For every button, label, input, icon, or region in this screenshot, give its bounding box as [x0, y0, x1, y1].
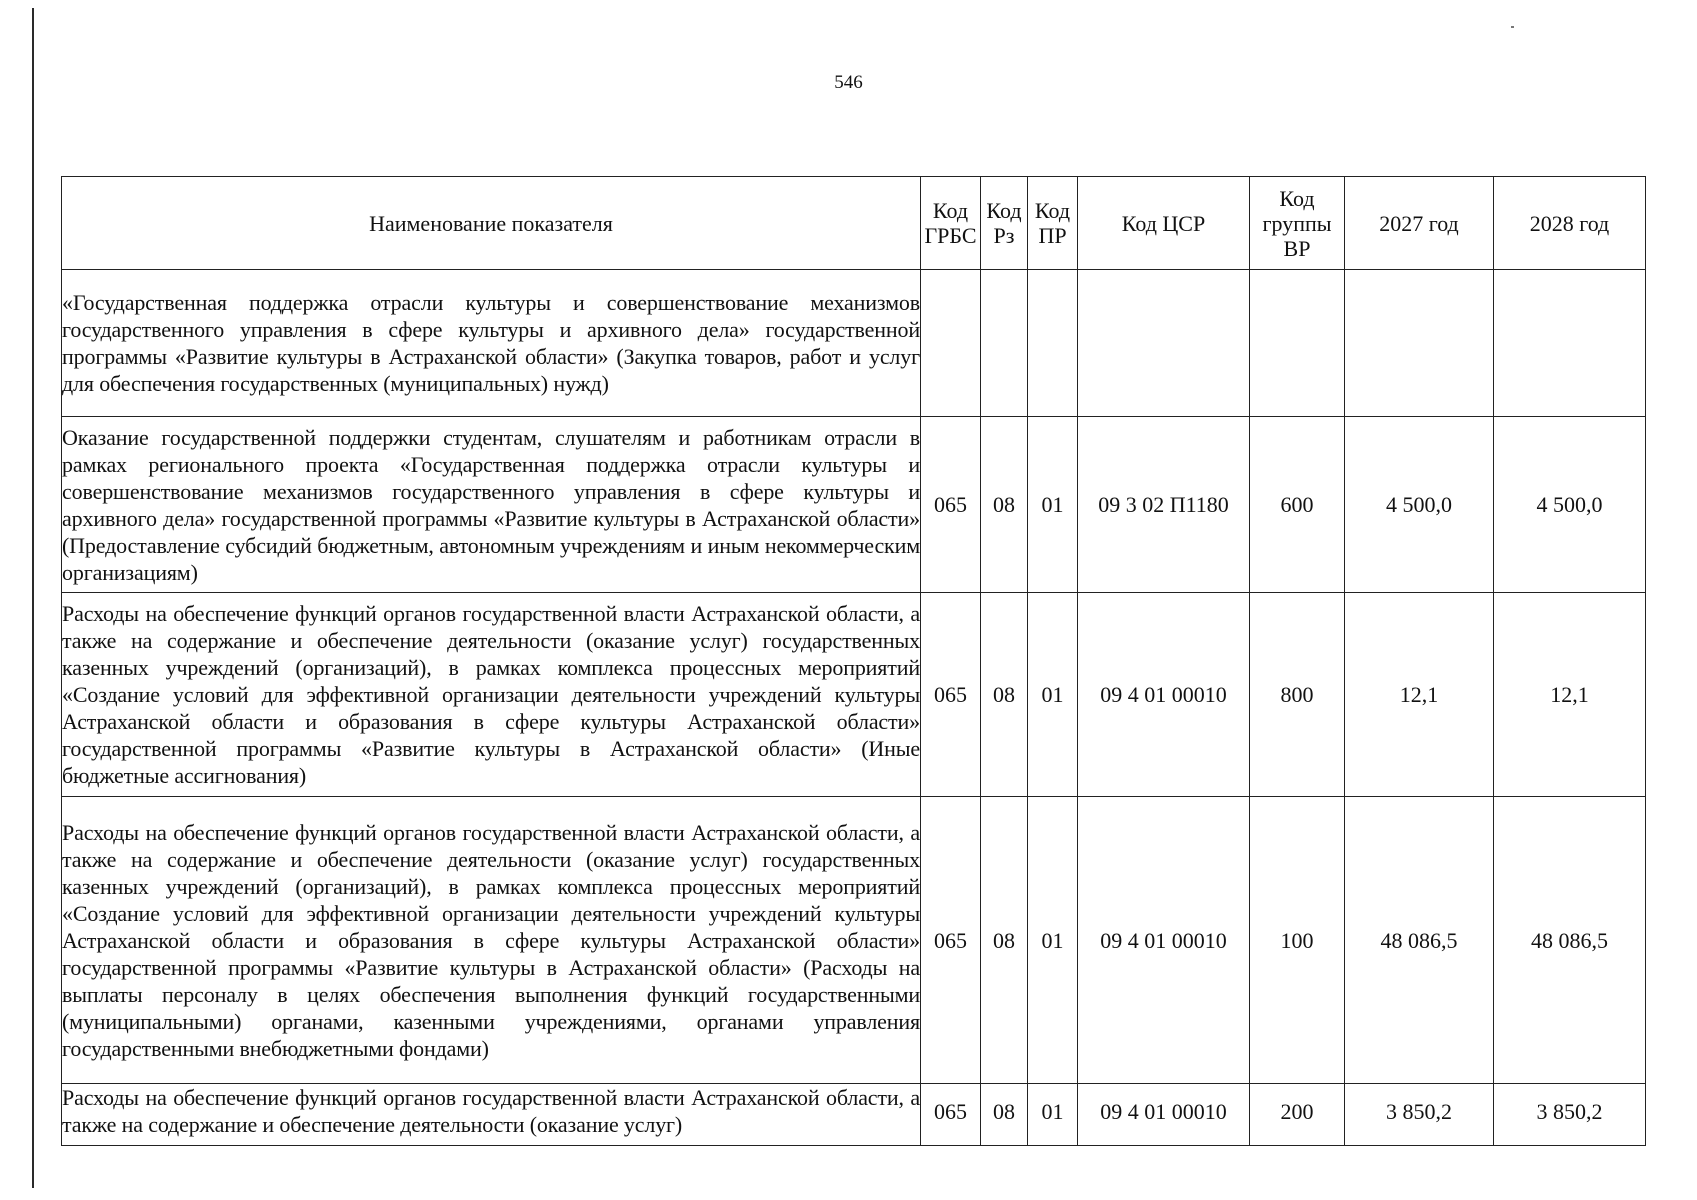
row-csr: 09 4 01 00010 [1078, 1084, 1250, 1146]
header-rz: Код Рз [981, 177, 1028, 270]
row-pr: 01 [1028, 1084, 1078, 1146]
header-2028: 2028 год [1494, 177, 1646, 270]
table-row [62, 797, 1646, 1084]
row-2027 [1345, 270, 1494, 417]
row-vr: 800 [1250, 593, 1345, 797]
header-vr: Код группы ВР [1250, 177, 1345, 270]
row-pr: 01 [1028, 797, 1078, 1084]
row-pr: 01 [1028, 593, 1078, 797]
row-grbs: 065 [921, 593, 981, 797]
header-pr: Код ПР [1028, 177, 1078, 270]
row-vr: 100 [1250, 797, 1345, 1084]
row-description: «Государственная поддержка отрасли культуры и совершенствование механизмов государственного управления в сфере культуры и архивного дела» государственной программы «Развитие культуры в Астраханской области» (Закупка товаров, работ и услуг для обеспечения государственных (муниципальных) нужд) [62, 270, 921, 417]
row-rz [981, 270, 1028, 417]
binding-edge-line [32, 8, 34, 1188]
row-2028: 12,1 [1494, 593, 1646, 797]
row-rz: 08 [981, 593, 1028, 797]
header-2027: 2027 год [1345, 177, 1494, 270]
table-row [62, 270, 1646, 417]
row-csr: 09 4 01 00010 [1078, 797, 1250, 1084]
page-number: 546 [834, 72, 863, 93]
row-csr: 09 4 01 00010 [1078, 593, 1250, 797]
row-rz: 08 [981, 797, 1028, 1084]
row-description: Расходы на обеспечение функций органов государственной власти Астраханской области, а также на содержание и обеспечение деятельности (оказание услуг) государственных казенных учреждений (организаций), в рамках комплекса процессных мероприятий «Создание условий для эффективной организации деятельности учреждений культуры Астраханской области и образования в сфере культуры Астраханской области» государственной программы «Развитие культуры в Астраханской области» (Иные бюджетные ассигнования) [62, 593, 921, 797]
table-row [62, 1084, 1646, 1146]
row-grbs: 065 [921, 1084, 981, 1146]
scan-speck [1511, 26, 1514, 28]
row-vr [1250, 270, 1345, 417]
row-description: Оказание государственной поддержки студентам, слушателям и работникам отрасли в рамках регионального проекта «Государственная поддержка отрасли культуры и совершенствование механизмов государственного управления в сфере культуры и архивного дела» государственной программы «Развитие культуры в Астраханской области» (Предоставление субсидий бюджетным, автономным учреждениям и иным некоммерческим организациям) [62, 417, 921, 593]
row-2028: 4 500,0 [1494, 417, 1646, 593]
row-2028 [1494, 270, 1646, 417]
row-2027: 12,1 [1345, 593, 1494, 797]
header-grbs: Код ГРБС [921, 177, 981, 270]
row-pr: 01 [1028, 417, 1078, 593]
header-csr: Код ЦСР [1078, 177, 1250, 270]
table-row [62, 417, 1646, 593]
row-pr [1028, 270, 1078, 417]
row-2028: 3 850,2 [1494, 1084, 1646, 1146]
row-rz: 08 [981, 1084, 1028, 1146]
row-grbs [921, 270, 981, 417]
row-2027: 3 850,2 [1345, 1084, 1494, 1146]
row-rz: 08 [981, 417, 1028, 593]
row-vr: 600 [1250, 417, 1345, 593]
row-csr: 09 3 02 П1180 [1078, 417, 1250, 593]
row-grbs: 065 [921, 797, 981, 1084]
row-2027: 48 086,5 [1345, 797, 1494, 1084]
row-description: Расходы на обеспечение функций органов государственной власти Астраханской области, а также на содержание и обеспечение деятельности (оказание услуг) [62, 1084, 921, 1146]
row-grbs: 065 [921, 417, 981, 593]
table-row [62, 593, 1646, 797]
header-name: Наименование показателя [62, 177, 921, 270]
row-vr: 200 [1250, 1084, 1345, 1146]
row-csr [1078, 270, 1250, 417]
row-2028: 48 086,5 [1494, 797, 1646, 1084]
table-header-row [62, 177, 1646, 270]
row-2027: 4 500,0 [1345, 417, 1494, 593]
budget-table [61, 176, 1646, 1146]
row-description: Расходы на обеспечение функций органов государственной власти Астраханской области, а также на содержание и обеспечение деятельности (оказание услуг) государственных казенных учреждений (организаций), в рамках комплекса процессных мероприятий «Создание условий для эффективной организации деятельности учреждений культуры Астраханской области и образования в сфере культуры Астраханской области» государственной программы «Развитие культуры в Астраханской области» (Расходы на выплаты персоналу в целях обеспечения выполнения функций государственными (муниципальными) органами, казенными учреждениями, органами управления государственными внебюджетными фондами) [62, 797, 921, 1084]
